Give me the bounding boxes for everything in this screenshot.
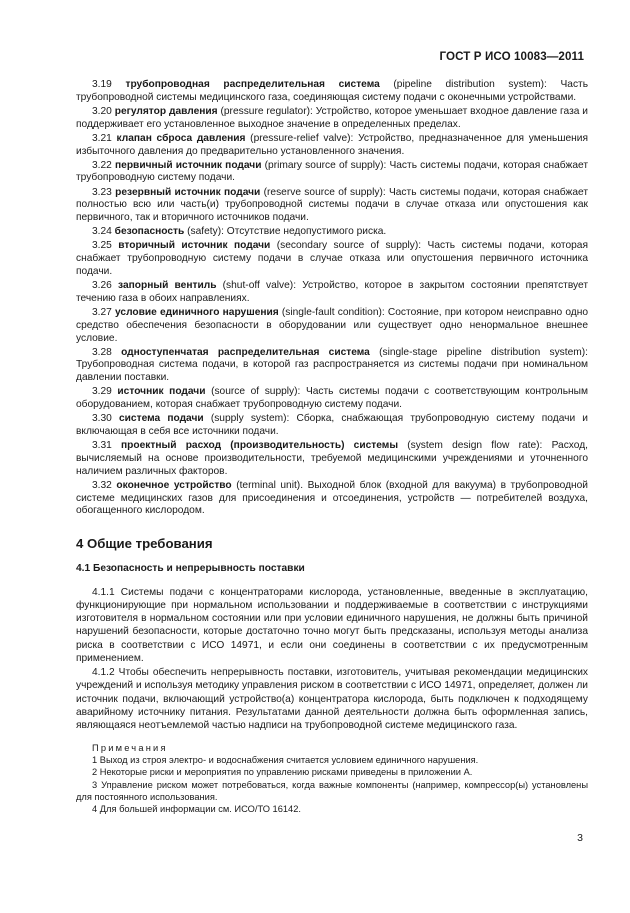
definition-number: 3.31 [92, 440, 112, 452]
definition-term: регулятор давления [114, 105, 218, 117]
section-title: 4 Общие требования [76, 536, 213, 552]
notes-block [76, 742, 588, 815]
note-item: 2 Некоторые риски и мероприятия по управлению рисками приведены в приложении А. [92, 767, 473, 778]
paragraph-4-1-1: 4.1.1 Системы подачи с концентраторами кислорода, установленные, введенные в эксплуатацию, функционирующие при нормальном использовании и поддерживаемые в соответствии с инструкциями изготовителя в нормальном состоянии или при условии единичного нарушения, не должны быть причиной нарушений безопасности, которые достаточно точно могут быть предсказаны, используя методы анализа риска в соответствии с ИСО 14971, и если они соединены в соответствии с их предусмотренным применением. [76, 586, 588, 664]
definition-number: 3.25 [92, 240, 112, 252]
definition-term: трубопроводная распределительная система [125, 79, 380, 90]
definition-item [76, 240, 588, 278]
definition-text: (pipeline distribution system): Часть трубопроводной системы медицинского газа, соединяющая систему подачи с оконечными устройствами. [76, 79, 589, 103]
definition-number: 3.20 [92, 105, 112, 117]
definition-term: система подачи [119, 413, 204, 425]
definition-term: первичный источник подачи [115, 159, 262, 171]
definition-term: одноступенчатая распределительная система [121, 346, 370, 358]
definition-item [76, 79, 588, 105]
definitions-list [76, 79, 588, 518]
definition-item [76, 307, 588, 345]
definition-text: (supply system): Сборка, снабжающая трубопроводную систему подачи и включающая в себя все источники подачи. [76, 413, 588, 437]
definition-text: (single-fault condition): Состояние, при котором неисправно одно средство обеспечения безопасности в оборудовании или существует одно ненормальное внешнее условие. [76, 306, 588, 344]
definition-text: (pressure-relief valve): Устройство, предназначенное для уменьшения избыточного давления до предварительно установленного значения. [76, 132, 588, 157]
definition-item [76, 440, 588, 478]
definition-text: (terminal unit). Выходной блок (входной для вакуума) в трубопроводной системе медицинских газов для присоединения и отсоединения, устройств — потребителей воздуха, обогащенного кислородом. [76, 479, 588, 517]
paragraph-4-1-2: 4.1.2 Чтобы обеспечить непрерывность поставки, изготовитель, учитывая рекомендации медицинских учреждений и используя методику управления риском в соответствии с ИСО 14971, определяет, должен ли источник подачи, включающий устройство(а) концентратора кислорода, быть подключен к подходящему аварийному источнику питания. Результатами данной деятельности должна быть оформленная запись, являющаяся неотъемлемой частью надписи на трубопроводной системе медицинского газа. [76, 667, 588, 732]
definition-term: условие единичного нарушения [115, 306, 279, 318]
definition-item [76, 413, 588, 439]
definition-item [76, 347, 588, 385]
definition-item [76, 480, 588, 518]
definition-term: вторичный источник подачи [118, 240, 271, 252]
definition-number: 3.29 [92, 386, 112, 398]
definition-term: источник подачи [117, 386, 206, 398]
standard-header: ГОСТ Р ИСО 10083—2011 [439, 50, 584, 63]
definition-text: (shut-off valve): Устройство, которое в закрытом состоянии препятствует течению газа в обоих направлениях. [76, 280, 588, 304]
definition-number: 3.30 [92, 413, 112, 425]
definition-number: 3.26 [92, 280, 112, 292]
definition-term: запорный вентиль [118, 280, 217, 292]
definition-item [76, 106, 588, 132]
definition-text: (pressure regulator): Устройство, которое уменьшает входное давление газа и поддерживает его установленное выходное значение в определенных пределах. [76, 105, 588, 130]
definition-text: (source of supply): Часть системы подачи с соответствующим контрольным оборудованием, которая снабжает трубопроводную систему подачи. [76, 386, 588, 411]
page-content [76, 79, 588, 815]
definition-item [76, 160, 588, 186]
definition-text: (reserve source of supply): Часть системы подачи, которая снабжает полностью всю или часть(и) трубопроводной системы подачи в случае отказа или опустошения как первичного, так и вторичного источников подачи. [76, 186, 588, 224]
definition-number: 3.21 [92, 132, 112, 144]
definition-term: безопасность [114, 226, 185, 238]
definition-item [76, 386, 588, 412]
definition-item [76, 280, 588, 306]
note-item: 4 Для большей информации см. ИСО/ТО 16142. [92, 803, 301, 814]
definition-term: клапан сброса давления [116, 132, 246, 144]
definition-item [76, 226, 588, 239]
definition-number: 3.24 [92, 226, 112, 238]
definition-number: 3.32 [92, 479, 112, 491]
definition-text: (primary source of supply): Часть системы подачи, которая снабжает трубопроводную систему подачи. [76, 159, 588, 184]
definition-text: (single-stage pipeline distribution system): Трубопроводная система подачи, в которой газ распространяется из системы подачи при номинальном давлении поставки. [76, 346, 588, 384]
definition-term: оконечное устройство [116, 479, 232, 491]
definition-number: 3.23 [92, 186, 112, 198]
definition-number: 3.19 [92, 79, 112, 90]
definition-number: 3.22 [92, 159, 112, 171]
definition-item [76, 187, 588, 225]
note-item: 1 Выход из строя электро- и водоснабжения считается условием единичного нарушения. [92, 755, 479, 766]
notes-title: Примечания [92, 743, 168, 754]
definition-term: проектный расход (производительность) системы [121, 440, 399, 452]
definition-text: (system design flow rate): Расход, вычисляемый на основе производительности, требуемой медицинскими учреждениями и уточненного наличием различных факторов. [76, 440, 588, 477]
definition-item [76, 133, 588, 159]
definition-number: 3.27 [92, 306, 112, 318]
note-item: 3 Управление риском может потребоваться, когда важные компоненты (например, компрессор(ы) установлены для постоянного использования. [76, 779, 588, 802]
subsection-title: 4.1 Безопасность и непрерывность поставки [76, 562, 305, 574]
page-number: 3 [577, 832, 583, 844]
definition-number: 3.28 [92, 346, 112, 358]
definition-text: (safety): Отсутствие недопустимого риска. [184, 226, 387, 238]
definition-text: (secondary source of supply): Часть системы подачи, которая снабжает трубопроводную систему подачи в случае отказа или опустошения первичного источника подачи. [76, 240, 588, 277]
definition-term: резервный источник подачи [115, 186, 261, 198]
